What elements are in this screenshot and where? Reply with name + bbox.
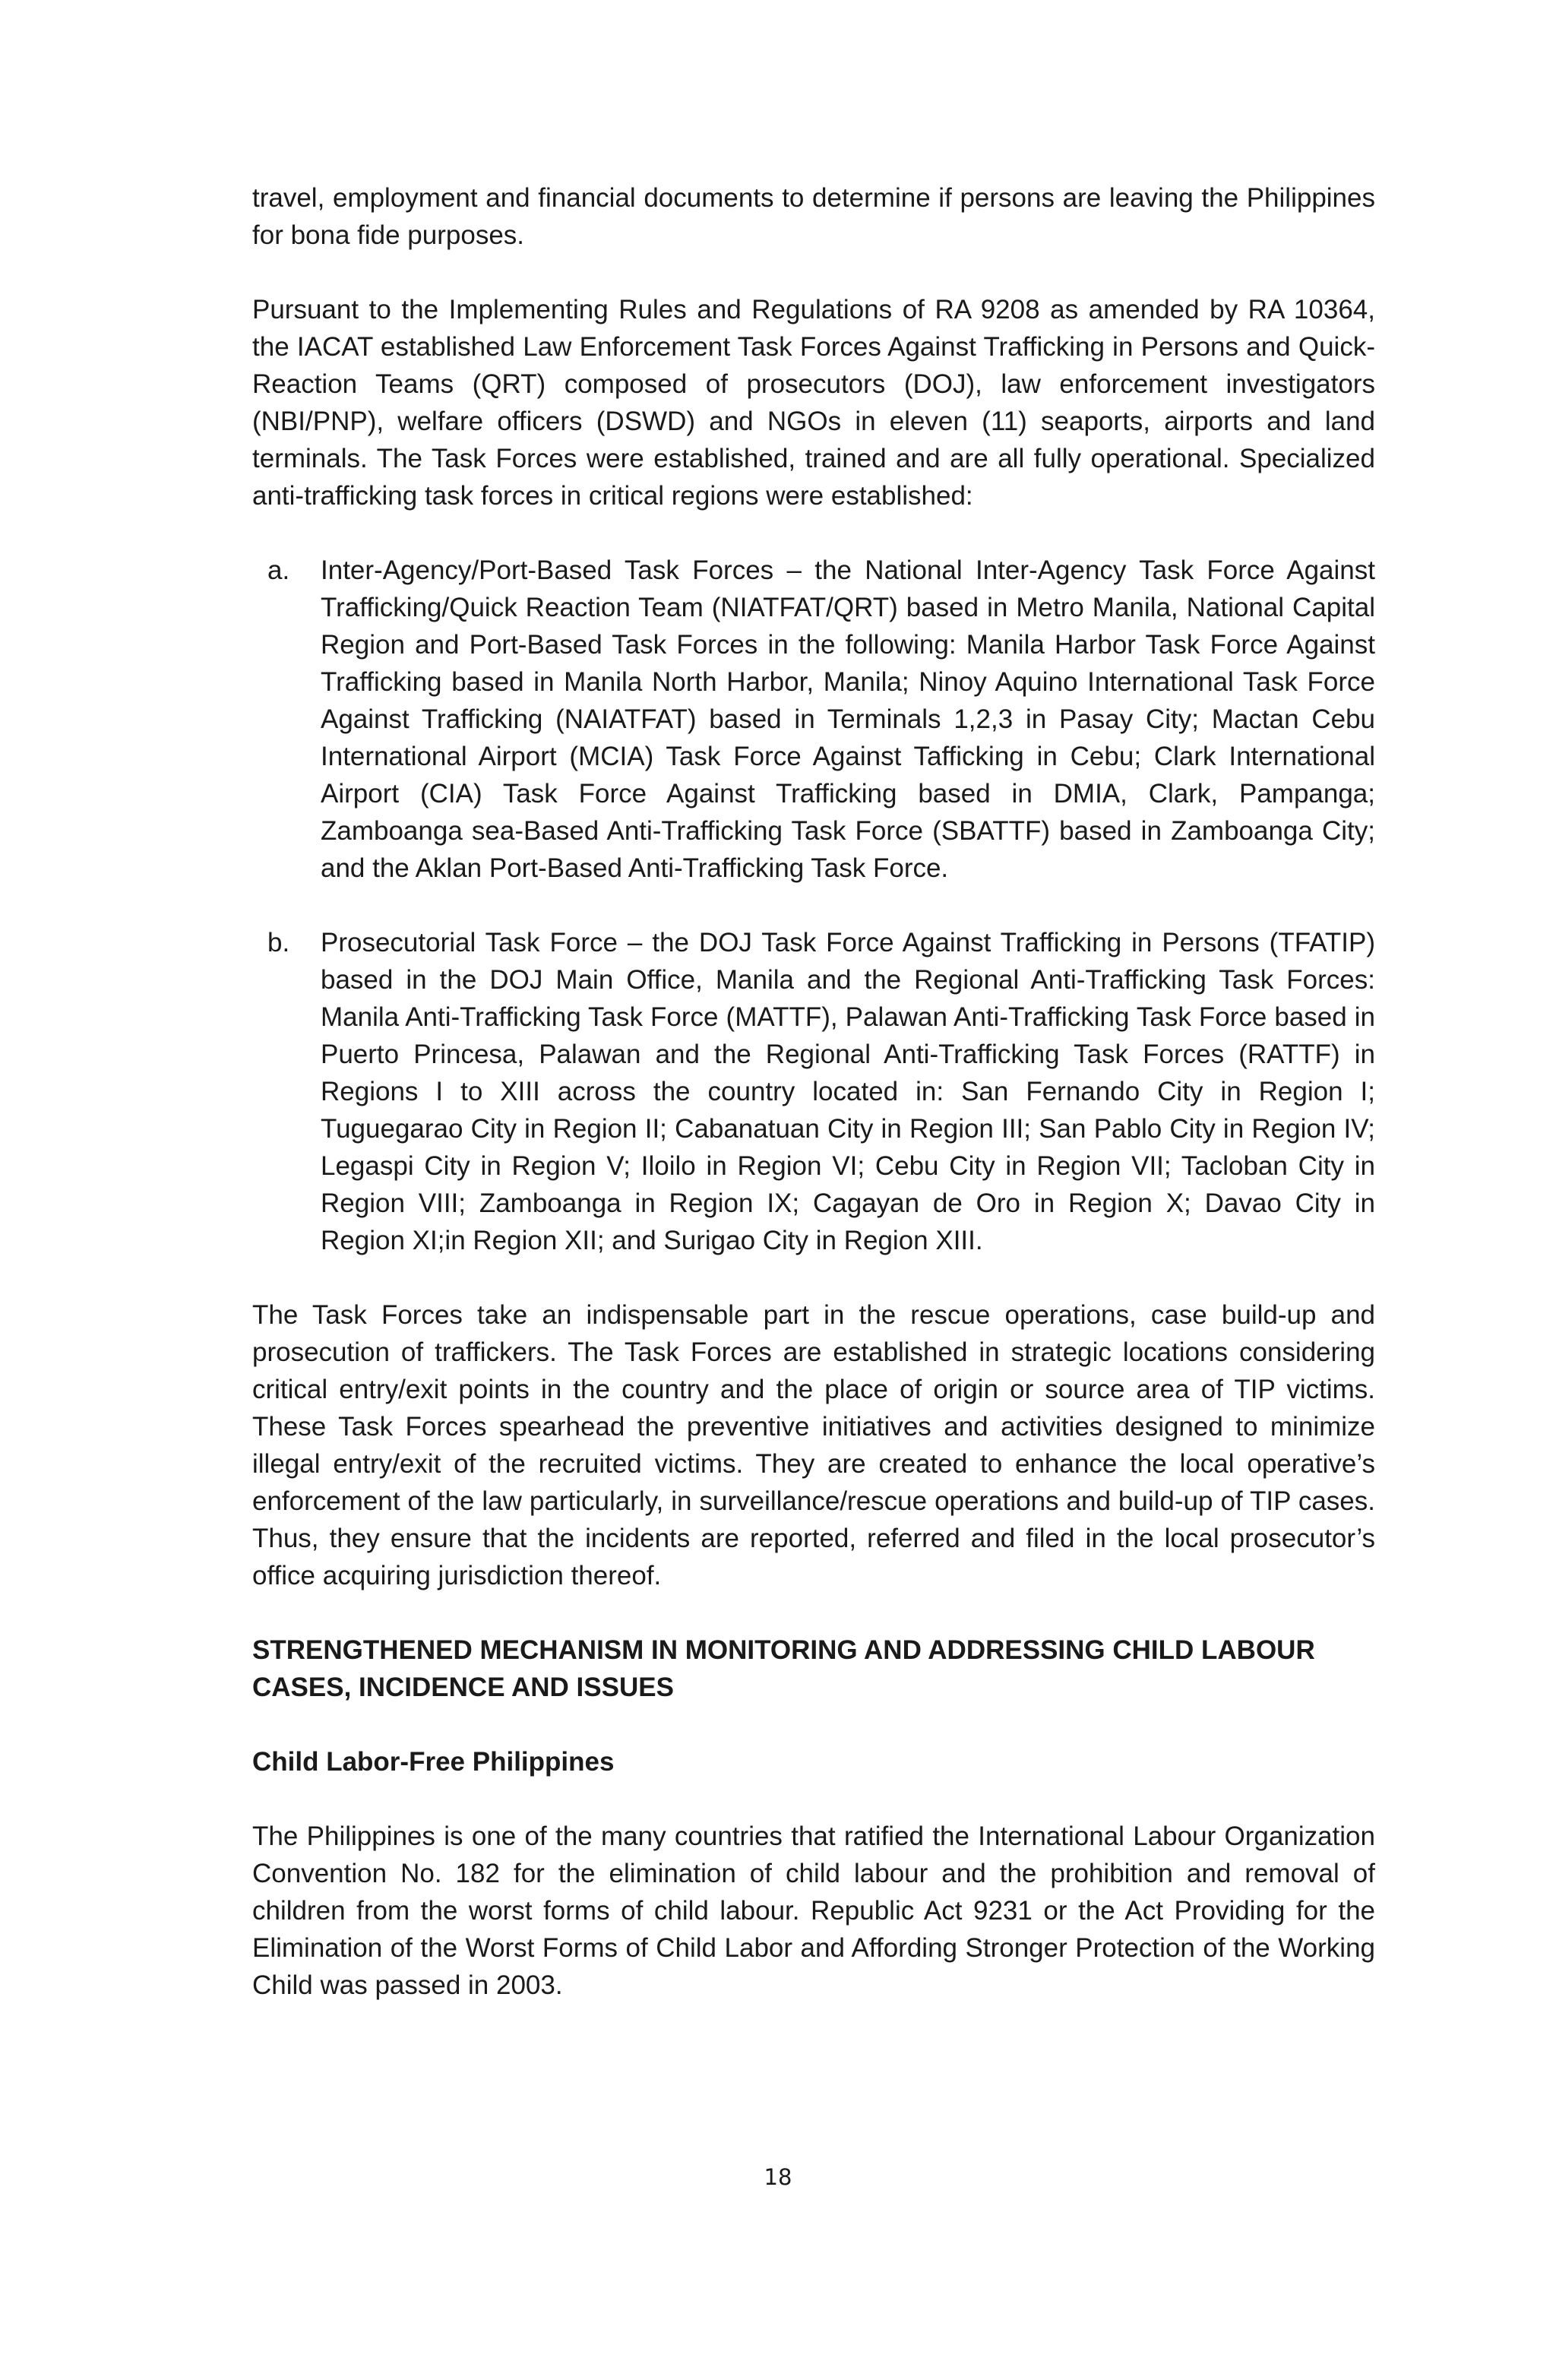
subheading: Child Labor-Free Philippines [252, 1747, 615, 1777]
paragraph-task-forces-established: Pursuant to the Implementing Rules and Regulations of RA 9208 as amended by RA 10364, the IACAT established Law Enforcement Task Forces Against Trafficking in Persons and Quick-Reaction Teams (QRT) composed of prosecutors (DOJ), law enforcement investigators (NBI/PNP), welfare officers (DSWD) and NGOs in eleven (11) seaports, airports and land terminals. The Task Forces were established, trained and are all fully operational. Specialized anti-trafficking task forces in critical regions were established: [252, 295, 1375, 511]
page-number: 18 [764, 2164, 792, 2190]
paragraph-task-forces-role: The Task Forces take an indispensable part in the rescue operations, case build-up and prosecution of traffickers. The Task Forces are established in strategic locations considering critical entry/exit points in the country and the place of origin or source area of TIP victims. These Task Forces spearhead the preventive initiatives and activities designed to minimize illegal entry/exit of the recruited victims. They are created to enhance the local operative’s enforcement of the law particularly, in surveillance/rescue operations and build-up of TIP cases. Thus, they ensure that the incidents are reported, referred and filed in the local prosecutor’s office acquiring jurisdiction thereof. [252, 1300, 1375, 1590]
paragraph-child-labor: The Philippines is one of the many countries that ratified the International Labour Organization Convention No. 182 for the elimination of child labour and the prohibition and removal of children from the worst forms of child labour. Republic Act 9231 or the Act Providing for the Elimination of the Worst Forms of Child Labor and Affording Stronger Protection of the Working Child was passed in 2003. [252, 1821, 1375, 2000]
paragraph-travel-documents: travel, employment and financial documents to determine if persons are leaving the Philippines for bona fide purposes. [252, 183, 1375, 250]
list-item-text: Prosecutorial Task Force – the DOJ Task Force Against Trafficking in Persons (TFATIP) based in the DOJ Main Office, Manila and the Regional Anti-Trafficking Task Forces: Manila Anti-Trafficking Task Force (MATTF), Palawan Anti-Trafficking Task Force based in Puerto Princesa, Palawan and the Regional Anti-Trafficking Task Forces (RATTF) in Regions I to XIII across the country located in: San Fernando City in Region I; Tuguegarao City in Region II; Cabanatuan City in Region III; San Pablo City in Region IV; Legaspi City in Region V; Iloilo in Region VI; Cebu City in Region VII; Tacloban City in Region VIII; Zamboanga in Region IX; Cagayan de Oro in Region X; Davao City in Region XI;in Region XII; and Surigao City in Region XIII. [321, 928, 1375, 1255]
list-item-text: Inter-Agency/Port-Based Task Forces – the National Inter-Agency Task Force Against Trafficking/Quick Reaction Team (NIATFAT/QRT) based in Metro Manila, National Capital Region and Port-Based Task Forces in the following: Manila Harbor Task Force Against Trafficking based in Manila North Harbor, Manila; Ninoy Aquino International Task Force Against Trafficking (NAIATFAT) based in Terminals 1,2,3 in Pasay City; Mactan Cebu International Airport (MCIA) Task Force Against Tafficking in Cebu; Clark International Airport (CIA) Task Force Against Trafficking based in DMIA, Clark, Pampanga; Zamboanga sea-Based Anti-Trafficking Task Force (SBATTF) based in Zamboanga City; and the Aklan Port-Based Anti-Trafficking Task Force. [321, 555, 1375, 883]
list-item [252, 552, 1375, 887]
page-content [252, 179, 1375, 2041]
list-marker: b. [267, 928, 290, 957]
list-item [252, 924, 1375, 1259]
list-marker: a. [267, 555, 290, 585]
task-force-list [252, 552, 1375, 1259]
section-heading: STRENGTHENED MECHANISM IN MONITORING AND ADDRESSING CHILD LABOUR CASES, INCIDENCE AND ISSUES [252, 1635, 1315, 1702]
